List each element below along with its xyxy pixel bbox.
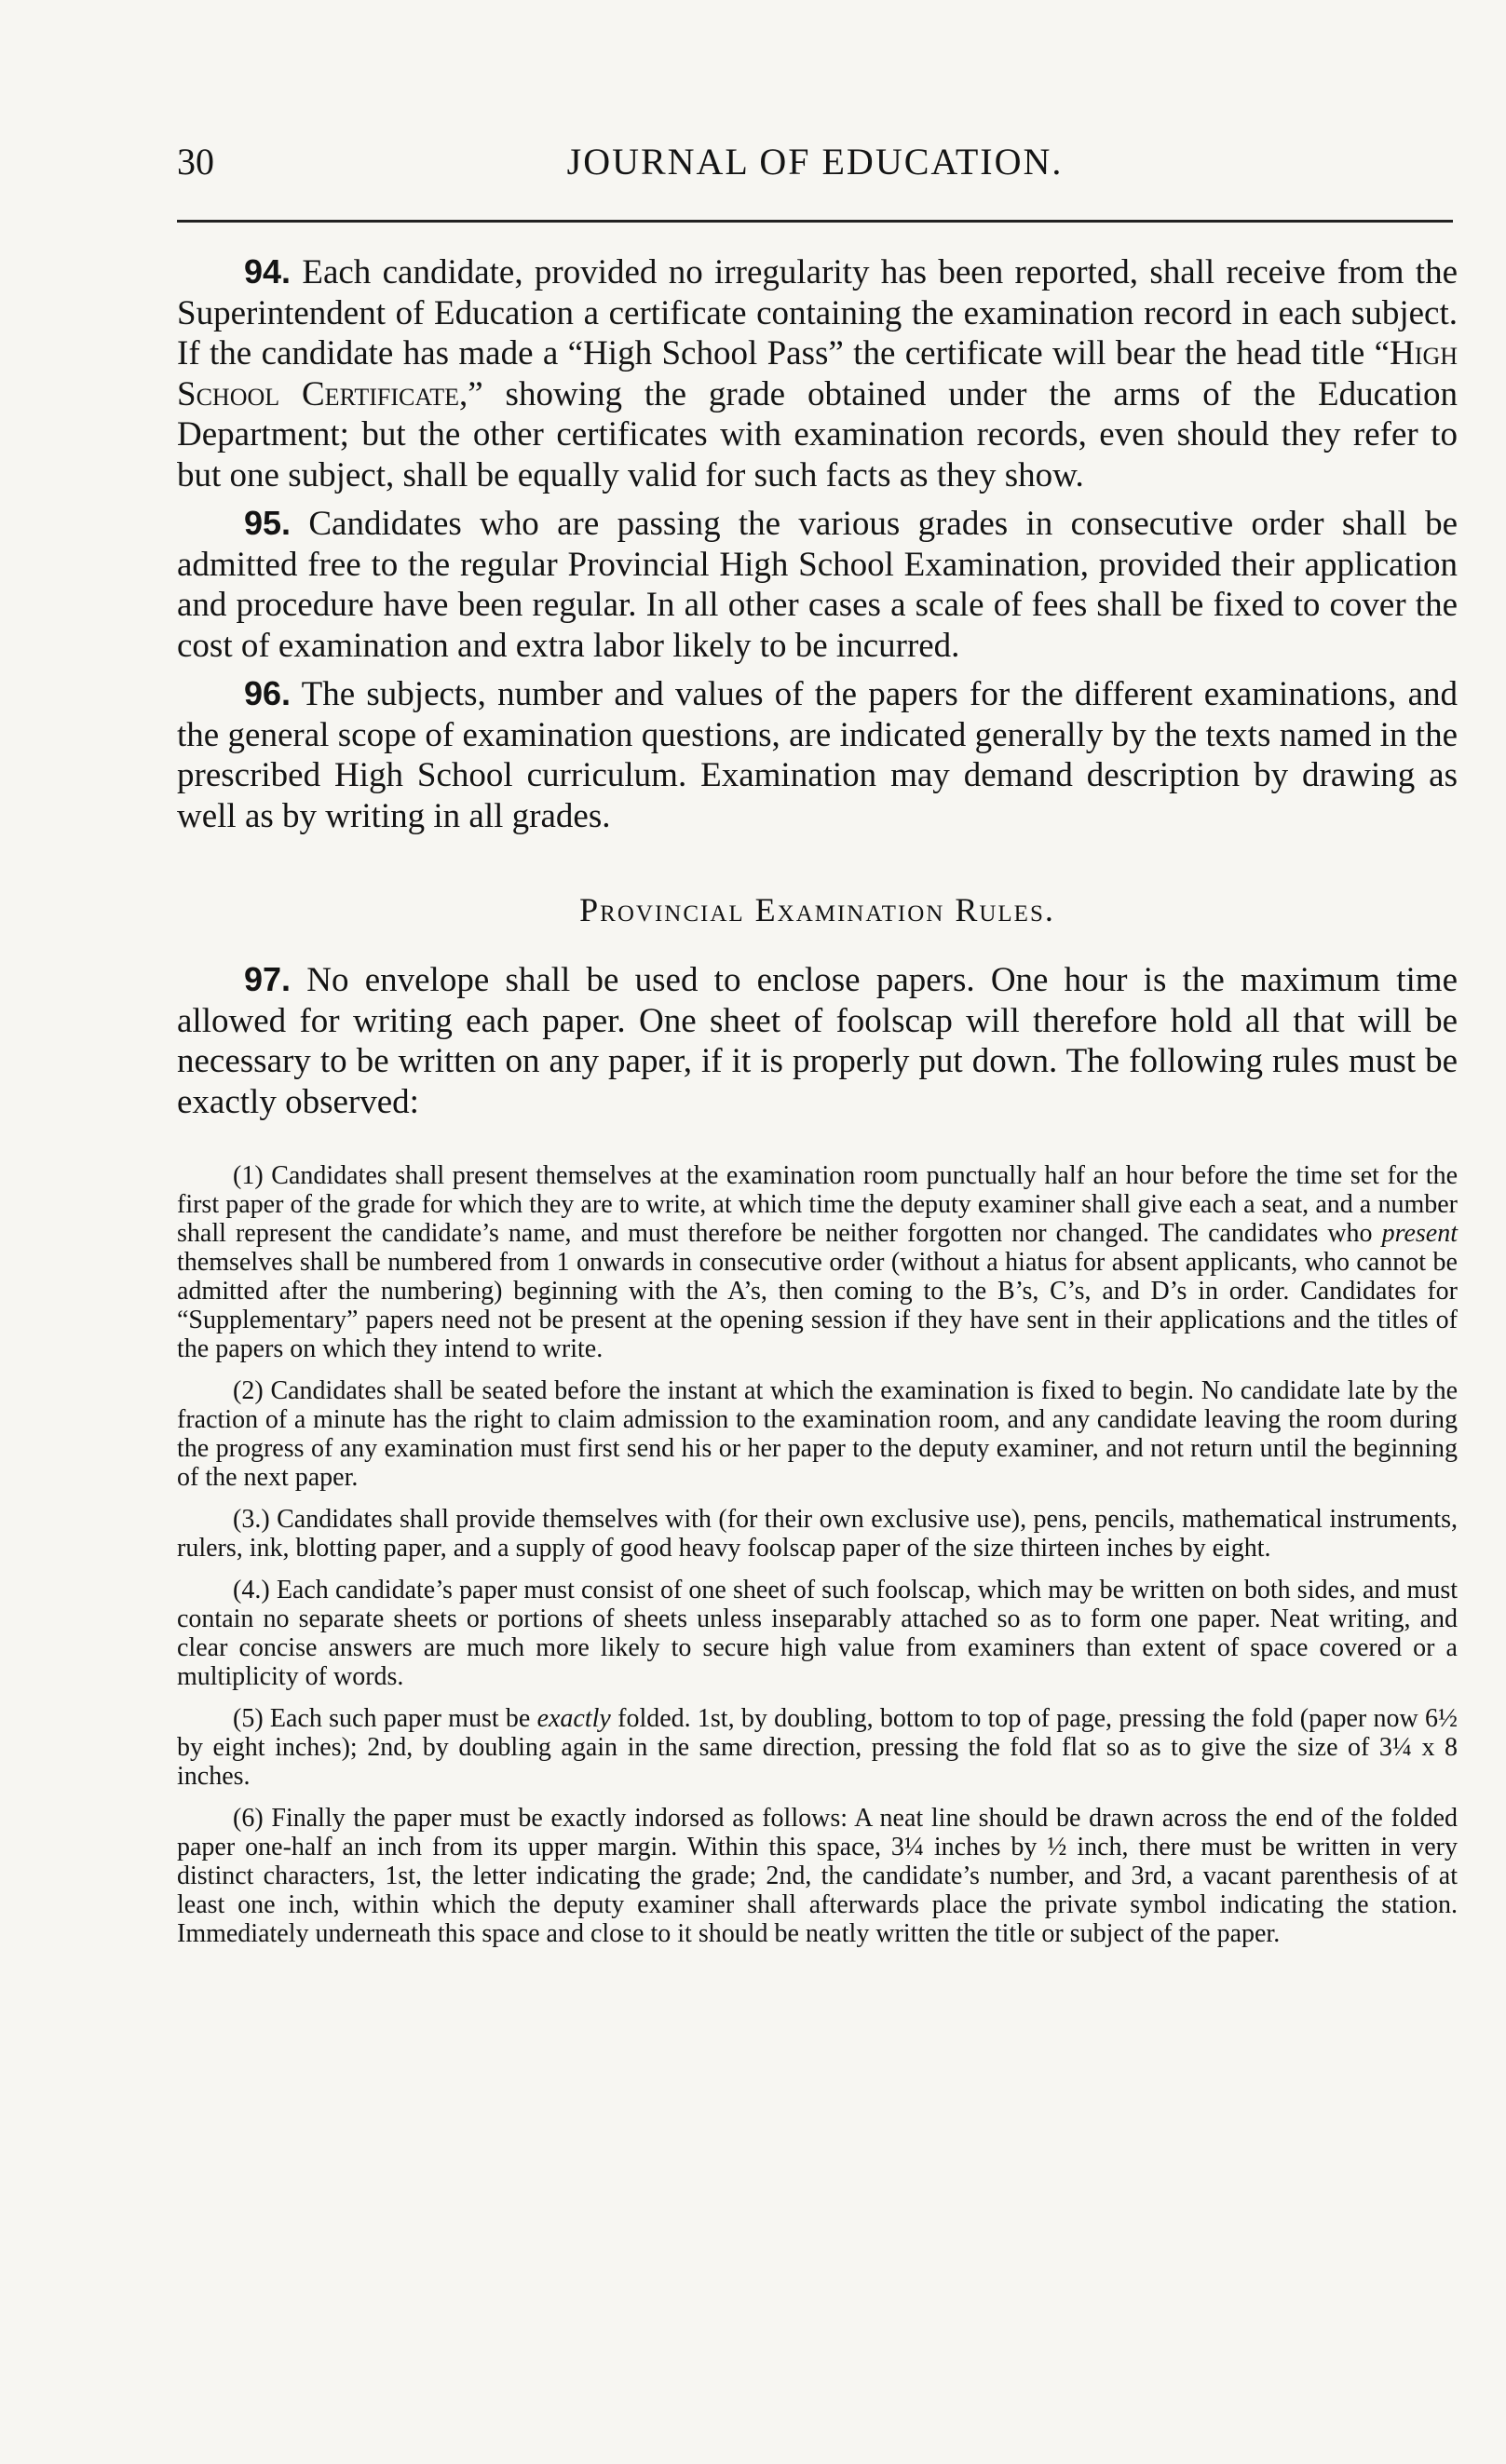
paragraph-number: 95. [244, 504, 292, 542]
header-rule [177, 220, 1453, 223]
paragraph-96 [177, 673, 1458, 836]
rule-text: Finally the paper must be exactly indorsed as follows: A neat line should be drawn across the end of the folded paper one-half an inch from its upper margin. Within this space, 3¼ inches by ½ inch, there must be written in very distinct characters, 1st, the letter indicating the grade; 2nd, the candidate’s number, and 3rd, a vacant parenthesis of at least one inch, within which the deputy examiner shall afterwards place the private symbol indicating the station. Immediately underneath this space and close to it should be neatly written the title or subject of the paper. [177, 1804, 1459, 1948]
certificate-title: High School Certificate [177, 334, 1458, 413]
paragraph-number: 96. [244, 674, 292, 712]
rule-text-continued: themselves shall be numbered from 1 onwards in consecutive order (without a hiatus for absent applicants, who cannot be admitted after the numbering) beginning with the A’s, then coming to the B’s, C’s, and D’s in order. Candidates for “Supplementary” papers need not be present at the opening session if they have sent in their applications and the titles of the papers on which they intend to write. [177, 1248, 1458, 1363]
paragraph-text: Each candidate, provided no irregularity has been reported, shall receive from the Superintendent of Education a certificate containing the examination record in each subject. If the candidate has made a “High School Pass” the certificate will bear the head title “ [177, 253, 1459, 372]
page-body [177, 251, 1458, 1961]
paragraph-text-continued: ,” showing the grade obtained under the arms of the Education Department; but the other certificates with examination records, even should they refer to but one subject, shall be equally valid for such facts as they show. [177, 374, 1458, 494]
paragraph-number: 94. [244, 252, 292, 291]
rule-3 [177, 1505, 1458, 1563]
rule-text: Candidates shall be seated before the instant at which the examination is fixed to begin. No candidate late by the fraction of a minute has the right to claim admission to the examination room, and any candidate leaving the room during the progress of any examination must first send his or her paper to the deputy examiner, and not return until the beginning of the next paper. [177, 1376, 1459, 1492]
rule-label: (6) [233, 1804, 264, 1833]
rule-text: Each candidate’s paper must consist of one sheet of such foolscap, which may be written on both sides, and must contain no separate sheets or portions of sheets unless inseparably attached so as to form one paper. Neat writing, and clear concise answers are much more likely to secure high value from examiners than extent of space covered or a multiplicity of words. [177, 1576, 1459, 1691]
paragraph-97 [177, 959, 1458, 1122]
rule-emphasis: present [1381, 1219, 1458, 1248]
rule-emphasis: exactly [536, 1704, 611, 1733]
paragraph-94 [177, 251, 1458, 495]
rule-label: (4.) [233, 1576, 270, 1604]
section-heading: Provincial Examination Rules. [579, 891, 1055, 928]
rule-text: Candidates shall present themselves at the examination room punctually half an hour before the time set for the first paper of the grade for which they are to write, at which time the deputy examiner shall give each a seat, and a number shall represent the candidate’s name, and must therefore be neither forgotten nor changed. The candidates who [177, 1161, 1458, 1248]
rule-2 [177, 1376, 1458, 1492]
paragraph-text: The subjects, number and values of the papers for the different examinations, and the general scope of examination questions, are indicated generally by the texts named in the prescribed High School curriculum. Examination may demand description by drawing as well as by writing in all grades. [177, 675, 1458, 835]
rule-label: (5) [233, 1704, 264, 1733]
running-header [177, 140, 1453, 196]
examination-rules [177, 1161, 1458, 1948]
rule-1 [177, 1161, 1458, 1363]
journal-title: JOURNAL OF EDUCATION. [566, 141, 1064, 183]
paragraph-text: No envelope shall be used to enclose papers. One hour is the maximum time allowed for writing each paper. One sheet of foolscap will therefore hold all that will be necessary to be written on any paper, if it is properly put down. The following rules must be exactly observed: [177, 961, 1459, 1121]
rule-label: (1) [233, 1161, 264, 1190]
paragraph-95 [177, 503, 1458, 666]
rule-label: (3.) [233, 1505, 270, 1534]
paragraph-number: 97. [244, 960, 292, 998]
rule-5 [177, 1704, 1458, 1791]
rule-6 [177, 1804, 1458, 1948]
page-number: 30 [177, 141, 214, 183]
rule-text: Candidates shall provide themselves with (for their own exclusive use), pens, pencils, mathematical instruments, rulers, ink, blotting paper, and a supply of good heavy foolscap paper of the size thirteen inches by eight. [177, 1505, 1458, 1563]
rule-4 [177, 1576, 1458, 1691]
paragraph-text: Candidates who are passing the various grades in consecutive order shall be admitted free to the regular Provincial High School Examination, provided their application and procedure have been regular. In all other cases a scale of fees shall be fixed to cover the cost of examination and extra labor likely to be incurred. [177, 505, 1459, 665]
rule-text-continued: folded. 1st, by doubling, bottom to top of page, pressing the fold (paper now 6½ by eight inches); 2nd, by doubling again in the same direction, pressing the fold flat so as to give the size of 3¼ x 8 inches. [177, 1704, 1458, 1791]
rule-label: (2) [233, 1376, 264, 1405]
rule-text: Each such paper must be [269, 1704, 537, 1733]
